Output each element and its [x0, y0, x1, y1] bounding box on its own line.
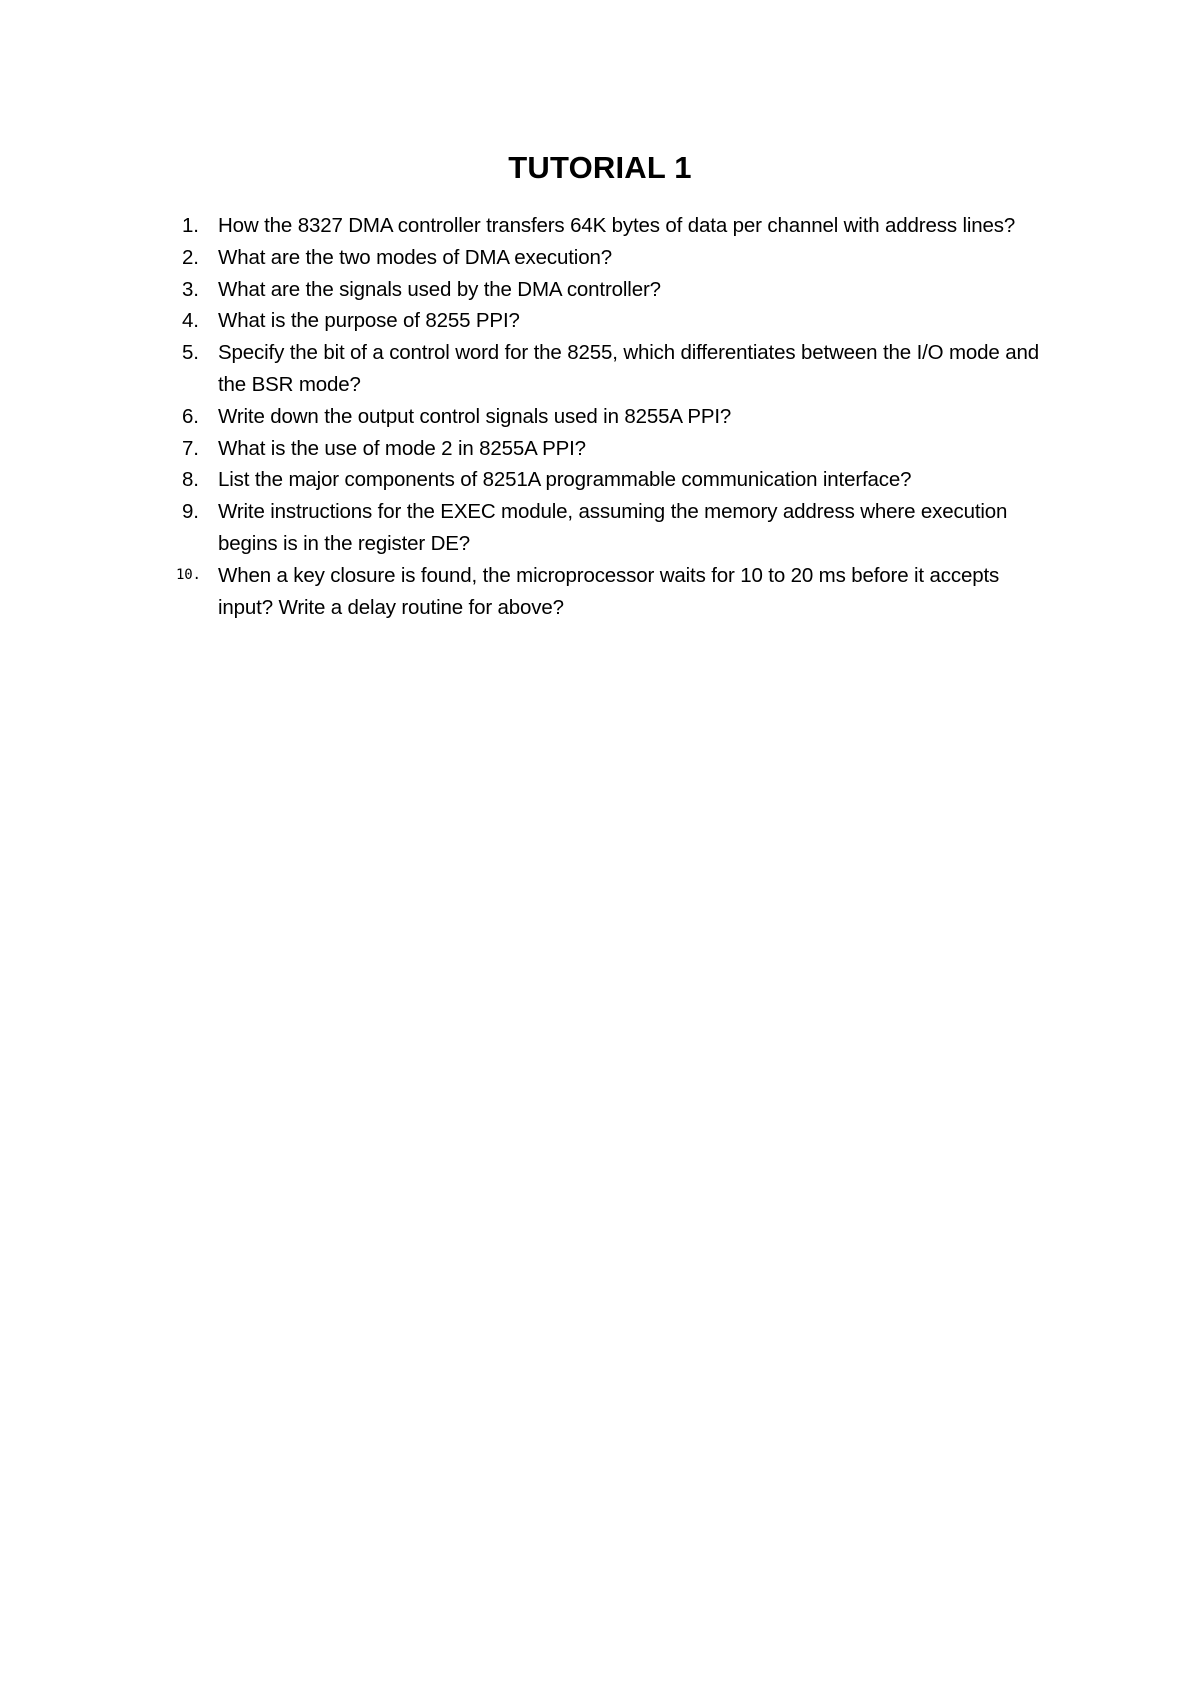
question-number: 9. [182, 500, 199, 524]
question-item [170, 464, 1050, 496]
question-number: 6. [182, 404, 199, 428]
question-number: 8. [182, 468, 199, 492]
question-number: 1. [182, 214, 199, 237]
question-text: What are the signals used by the DMA controller? [218, 277, 661, 301]
question-text: What is the use of mode 2 in 8255A PPI? [218, 436, 586, 460]
question-number: 3. [182, 277, 199, 301]
question-text: How the 8327 DMA controller transfers 64K bytes of data per channel with address lines? [218, 214, 1016, 237]
question-item [170, 433, 1050, 465]
question-item [170, 274, 1050, 306]
page-title: TUTORIAL 1 [508, 150, 692, 185]
question-text: What are the two modes of DMA execution? [218, 245, 612, 269]
question-number: 2. [182, 245, 199, 269]
question-item [170, 305, 1050, 337]
question-number: 4. [182, 309, 199, 333]
question-number: 5. [182, 341, 199, 365]
question-number: 10. [176, 566, 201, 583]
question-text: Write down the output control signals used in 8255A PPI? [218, 404, 732, 428]
question-list [170, 210, 1050, 623]
question-item [170, 337, 1050, 401]
question-number: 7. [182, 436, 199, 460]
question-item [170, 560, 1050, 624]
question-text: When a key closure is found, the microprocessor waits for 10 to 20 ms before it accepts input? Write a delay routine for above? [218, 563, 1000, 619]
question-item [170, 242, 1050, 274]
question-item [170, 496, 1050, 560]
question-item [170, 210, 1050, 242]
question-text: List the major components of 8251A programmable communication interface? [218, 468, 912, 492]
question-item [170, 401, 1050, 433]
question-text: Specify the bit of a control word for the 8255, which differentiates between the I/O mode and the BSR mode? [218, 341, 1039, 396]
question-text: Write instructions for the EXEC module, assuming the memory address where execution begins is in the register DE? [218, 500, 1008, 555]
question-text: What is the purpose of 8255 PPI? [218, 309, 520, 333]
